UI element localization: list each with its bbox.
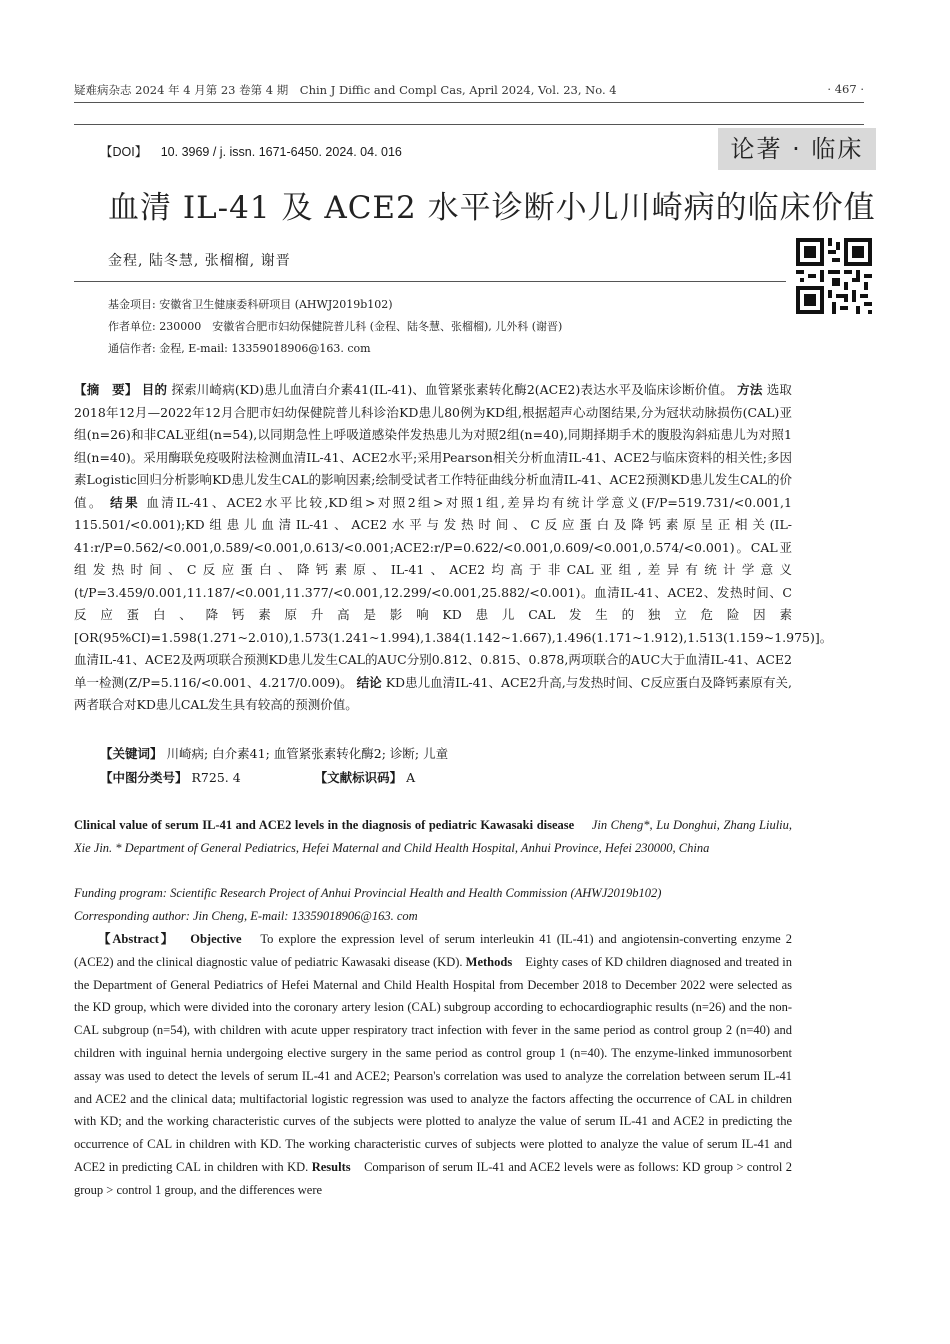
correspondence-cn: 通信作者: 金程, E-mail: 13359018906@163. com <box>108 342 371 355</box>
doi-label: 【DOI】 <box>100 145 148 159</box>
conclusion-text: KD患儿血清IL-41、ACE2升高,与发热时间、C反应蛋白及降钙素原有关,两者联合对KD患儿CAL发生具有较高的预测价值。 <box>74 674 792 712</box>
english-authors: Jin Cheng*, Lu Donghui, Zhang Liuliu, Xie Jin. * Department of General Pediatrics, Hefei Maternal and Child Health Hospital, Anhui Province, Hefei 230000, China <box>74 818 793 855</box>
header-rule <box>74 102 864 103</box>
keywords-label: 【关键词】 <box>100 746 163 761</box>
results-en-text: Comparison of serum IL-41 and ACE2 levels were as follows: KD group > control 2 group > control 1 group, and the differences were <box>74 1159 793 1197</box>
funding-cn: 基金项目: 安徽省卫生健康委科研项目 (AHWJ2019b102) <box>108 298 393 311</box>
doi-rule <box>74 124 864 125</box>
authors-rule <box>74 281 786 282</box>
doc-code-value: A <box>406 770 416 785</box>
page-number: · 467 · <box>827 82 864 96</box>
abstract-en <box>74 928 792 1202</box>
methods-en-label: Methods <box>465 954 513 969</box>
conclusion-label: 结论 <box>356 674 382 690</box>
running-head <box>74 82 864 98</box>
english-funding <box>74 882 792 905</box>
english-header <box>74 814 792 860</box>
doi-value[interactable]: 10. 3969 / j. issn. 1671-6450. 2024. 04. 016 <box>160 145 402 159</box>
results-en-label: Results <box>311 1159 351 1174</box>
authors: 金程, 陆冬慧, 张榴榴, 谢晋 <box>108 253 291 269</box>
english-corresponding-text: Corresponding author: Jin Cheng, E-mail: 13359018906@163. com <box>74 909 418 923</box>
english-title: Clinical value of serum IL-41 and ACE2 levels in the diagnosis of pediatric Kawasaki disease <box>74 818 575 832</box>
page-title: 血清 IL-41 及 ACE2 水平诊断小儿川崎病的临床价值 <box>108 190 876 226</box>
journal-info: 疑难病杂志 2024 年 4 月第 23 卷第 4 期 Chin J Diffic and Compl Cas, April 2024, Vol. 23, No. 4 <box>74 83 617 97</box>
qr-code-icon[interactable] <box>796 238 872 314</box>
classification <box>100 768 415 786</box>
doc-code-label: 【文献标识码】 <box>314 770 403 785</box>
clc-label: 【中图分类号】 <box>100 770 188 785</box>
keywords <box>100 744 448 762</box>
objective-label: 目的 <box>141 382 168 397</box>
keywords-value: 川崎病; 白介素41; 血管紧张素转化酶2; 诊断; 儿童 <box>166 746 449 761</box>
objective-text: 探索川崎病(KD)患儿血清白介素41(IL-41)、血管紧张素转化酶2(ACE2)表达水平及临床诊断价值。 <box>171 382 733 397</box>
objective-en-text: To explore the expression level of serum interleukin 41 (IL-41) and angiotensin-converting enzyme 2 (ACE2) and the clinical diagnostic value of pediatric Kawasaki disease (KD). <box>74 932 793 969</box>
abstract-en-label: 【Abstract】 <box>98 932 176 946</box>
results-text: 血清IL-41、ACE2水平比较,KD组>对照2组>对照1组,差异均有统计学意义(F/P=519.731/<0.001,1 115.501/<0.001);KD组患儿血清IL-41、ACE2水平与发热时间、C反应蛋白及降钙素原呈正相关(IL-41:r/P=0.562/<0.001,0.589/<0.001,0.613/<0.001;ACE2:r/P=0.622/<0.001,0.609/<0.001,0.574/<0.001)。CAL亚组发热时间、C反应蛋白、降钙素原、IL-41、ACE2均高于非CAL亚组,差异有统计学意义(t/P=3.459/0.001,11.187/<0.001,11.377/<0.001,12.299/<0.001,25.882/<0.001)。血清IL-41、ACE2、发热时间、C反应蛋白、降钙素原升高是影响KD患儿CAL发生的独立危险因素[OR(95%CI)=1.598(1.271~2.010),1.573(1.241~1.994),1.384(1.142~1.667),1.496(1.171~1.912),1.513(1.159~1.975)]。血清IL-41、ACE2及两项联合预测KD患儿发生CAL的AUC分别0.812、0.815、0.878,两项联合的AUC大于血清IL-41、ACE2单一检测(Z/P=5.116/<0.001、4.217/0.009)。 <box>74 494 833 690</box>
english-funding-text: Funding program: Scientific Research Project of Anhui Provincial Health and Health Commission (AHWJ2019b102) <box>74 886 662 900</box>
abstract-cn-label: 【摘 要】 <box>74 382 138 397</box>
column-banner: 论著 · 临床 <box>718 128 876 170</box>
methods-text: 选取2018年12月—2022年12月合肥市妇幼保健院普儿科诊治KD患儿80例为KD组,根据超声心动图结果,分为冠状动脉损伤(CAL)亚组(n=26)和非CAL亚组(n=54),以同期急性上呼吸道感染伴发热患儿为对照2组(n=40),同期择期手术的腹股沟斜疝患儿为对照1组(n=40)。采用酶联免疫吸附法检测血清IL-41、ACE2水平;采用Pearson相关分析血清IL-41、ACE2与临床资料的相关性;多因素Logistic回归分析影响KD患儿发生CAL的影响因素;绘制受试者工作特征曲线分析血清IL-41、ACE2预测KD患儿发生CAL的价值。 <box>74 382 792 510</box>
english-corresponding <box>74 905 792 928</box>
clc-value: R725. 4 <box>191 770 241 785</box>
doi-line <box>100 142 402 160</box>
methods-en-text: Eighty cases of KD children diagnosed and treated in the Department of General Pediatrics of Hefei Maternal and Child Health Hospital from December 2018 to December 2022 were selected as the KD group, which were divided into the coronary artery lesion (CAL) subgroup according to echocardiographic results (n=26) and the non-CAL subgroup (n=54), with children with acute upper respiratory tract infection with fever in the same period as control group 2 (n=40) and children with inguinal hernia undergoing elective surgery in the same period as control group 1 (n=40). The enzyme-linked immunosorbent assay was used to detect the levels of serum IL-41 and ACE2; Pearson's correlation was used to analyze the correlation between serum IL-41 and ACE2 and the clinical data; multifactorial logistic regression was used to analyze the factors affecting the occurrence of CAL in children with KD; and the working characteristic curves of the subjects were plotted to analyze the value of serum IL-41 and ACE2 in predicting the occurrence of CAL in children with KD. The working characteristic curves of subjects were plotted to analyze the value of serum IL-41 and ACE2 in predicting CAL in children with KD. <box>74 954 792 1174</box>
abstract-cn <box>74 379 833 717</box>
methods-label: 方法 <box>737 382 763 397</box>
affiliation-cn: 作者单位: 230000 安徽省合肥市妇幼保健院普儿科 (金程、陆冬慧、张榴榴), 儿外科 (谢晋) <box>108 320 563 333</box>
objective-en-label: Objective <box>190 932 242 946</box>
results-label: 结果 <box>110 494 140 510</box>
